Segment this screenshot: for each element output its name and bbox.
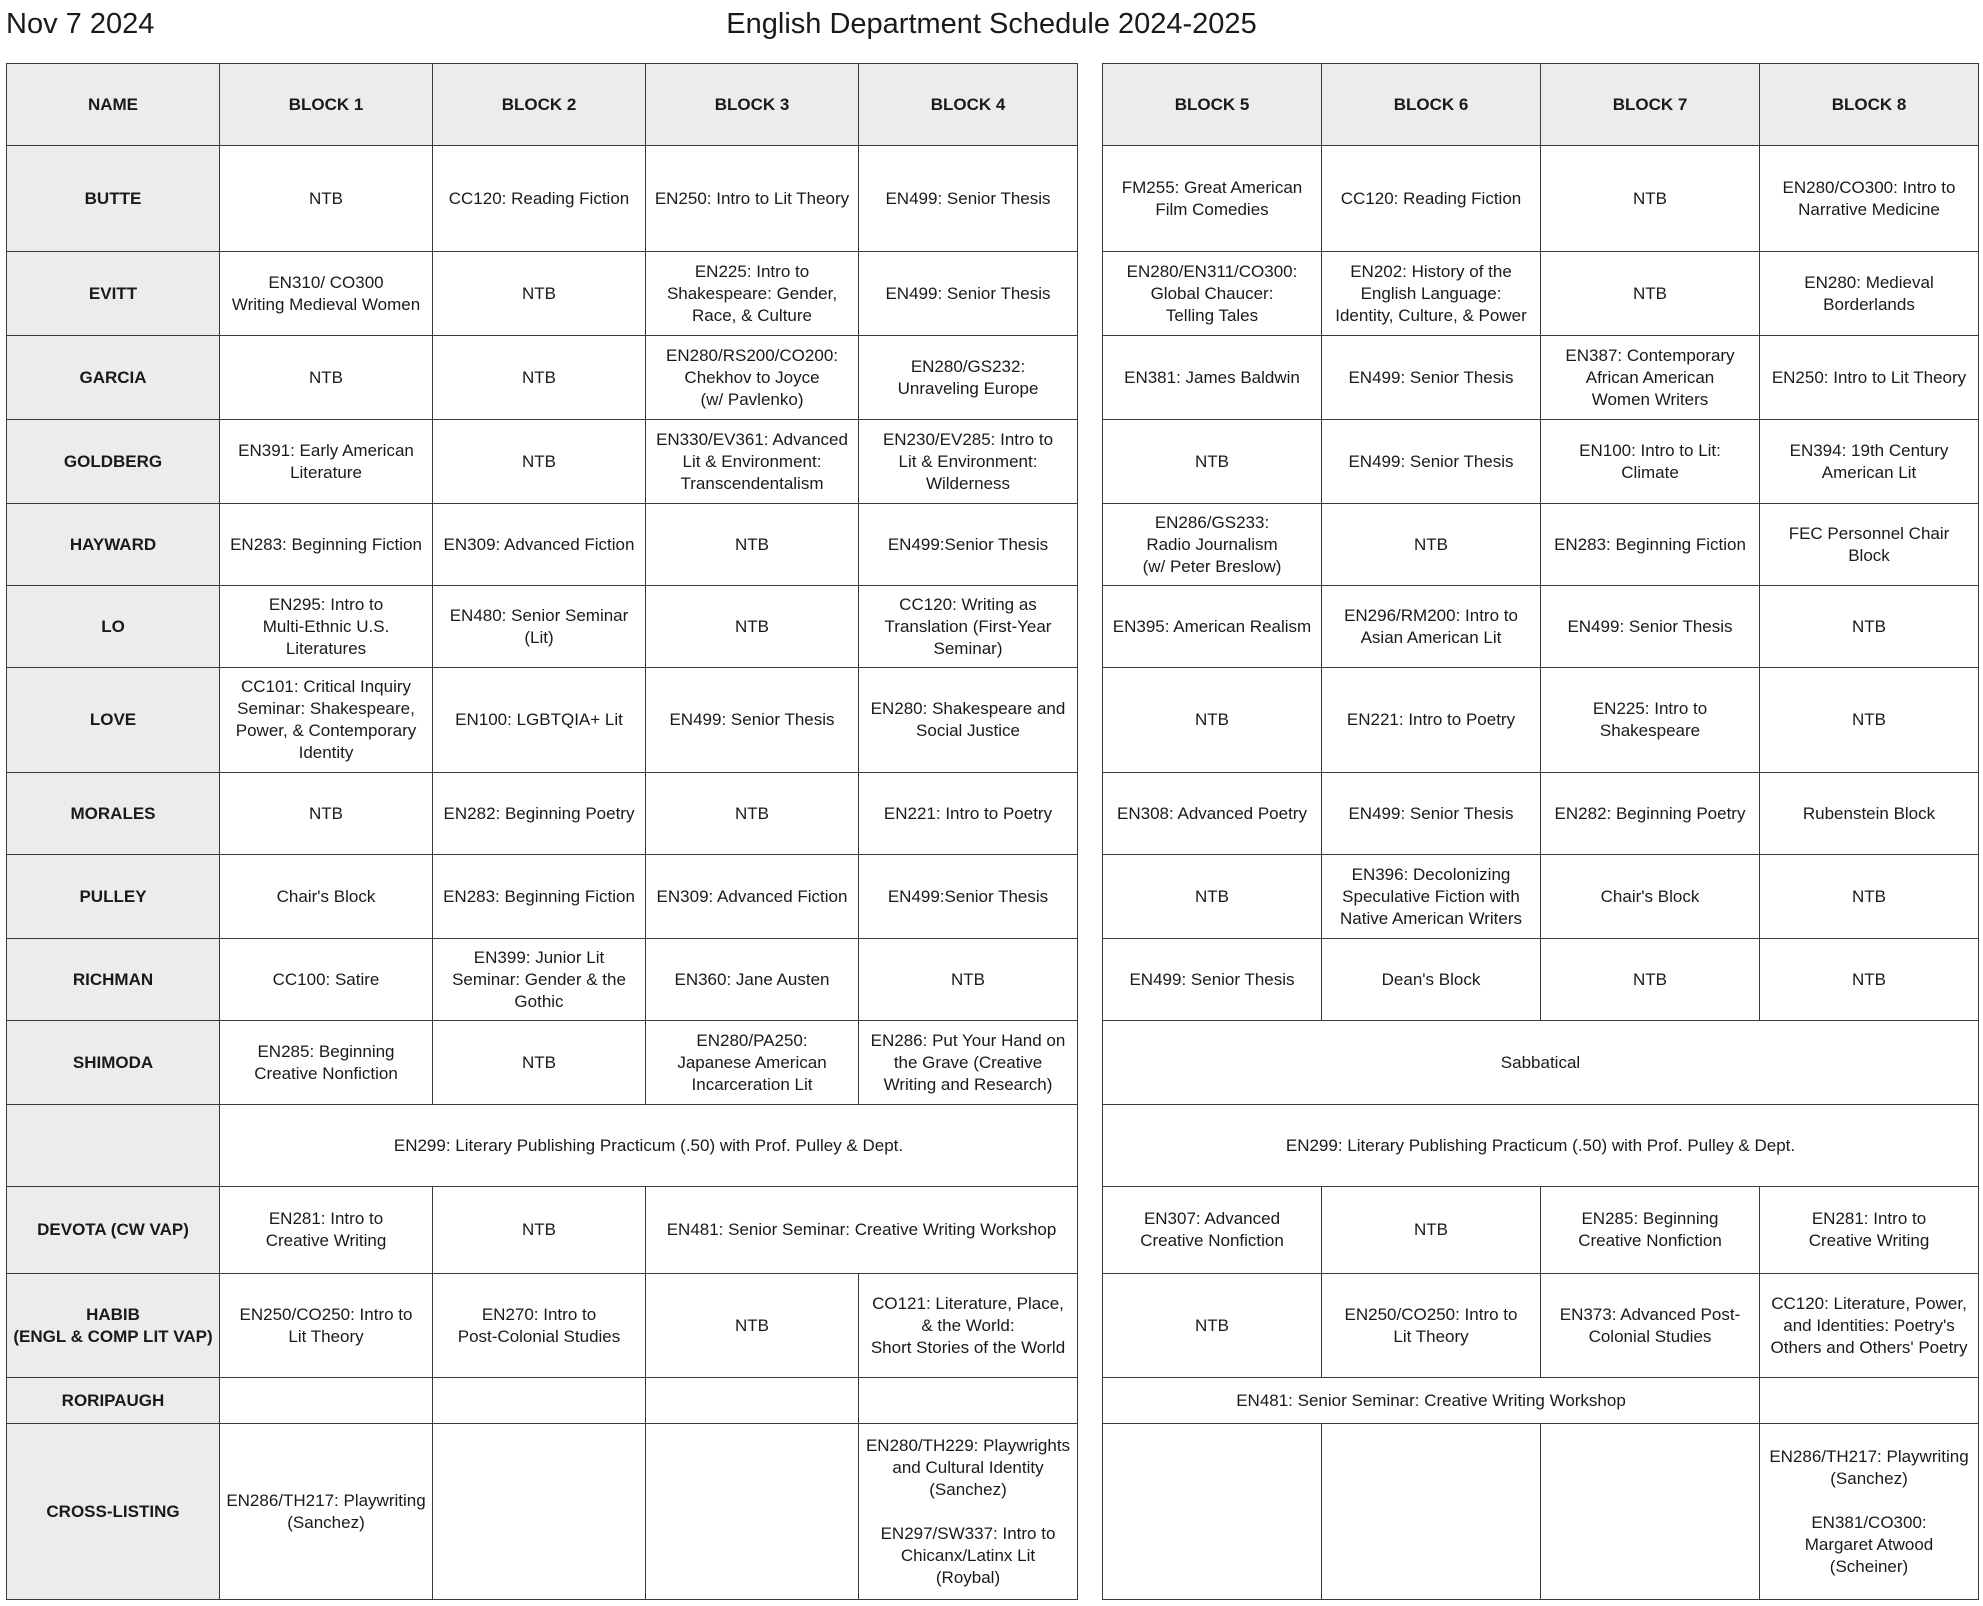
schedule-cell: FM255: Great American Film Comedies — [1103, 146, 1322, 252]
schedule-cell: EN283: Beginning Fiction — [433, 855, 646, 939]
table-row — [7, 586, 1979, 668]
column-header: BLOCK 3 — [646, 64, 859, 146]
block-separator — [1078, 668, 1103, 773]
schedule-cell: EN283: Beginning Fiction — [1541, 504, 1760, 586]
schedule-cell: NTB — [646, 586, 859, 668]
schedule-cell: EN280/GS232: Unraveling Europe — [859, 336, 1078, 420]
schedule-cell: NTB — [1541, 252, 1760, 336]
schedule-cell: NTB — [1103, 855, 1322, 939]
instructor-name: HABIB (ENGL & COMP LIT VAP) — [7, 1274, 220, 1378]
schedule-cell: EN286: Put Your Hand on the Grave (Creative Writing and Research) — [859, 1021, 1078, 1105]
schedule-cell: Chair's Block — [1541, 855, 1760, 939]
block-separator — [1078, 420, 1103, 504]
schedule-cell: NTB — [646, 504, 859, 586]
block-separator — [1078, 252, 1103, 336]
schedule-cell: EN283: Beginning Fiction — [220, 504, 433, 586]
block-separator — [1078, 64, 1103, 146]
schedule-cell: CC120: Writing as Translation (First-Year Seminar) — [859, 586, 1078, 668]
schedule-cell: EN100: LGBTQIA+ Lit — [433, 668, 646, 773]
block-separator — [1078, 773, 1103, 855]
schedule-cell — [433, 1378, 646, 1424]
schedule-cell: EN100: Intro to Lit: Climate — [1541, 420, 1760, 504]
column-header: BLOCK 8 — [1760, 64, 1979, 146]
schedule-cell — [1103, 1424, 1322, 1600]
schedule-cell: EN481: Senior Seminar: Creative Writing Workshop — [646, 1187, 1078, 1274]
schedule-cell — [646, 1424, 859, 1600]
block-separator — [1078, 1424, 1103, 1600]
schedule-cell: EN499: Senior Thesis — [859, 252, 1078, 336]
instructor-name: RICHMAN — [7, 939, 220, 1021]
schedule-cell: EN280/EN311/CO300: Global Chaucer: Telling Tales — [1103, 252, 1322, 336]
schedule-cell: NTB — [646, 773, 859, 855]
table-row — [7, 1187, 1979, 1274]
schedule-cell: CO121: Literature, Place, & the World: Short Stories of the World — [859, 1274, 1078, 1378]
schedule-cell: EN280: Medieval Borderlands — [1760, 252, 1979, 336]
table-row — [7, 252, 1979, 336]
schedule-cell: EN225: Intro to Shakespeare: Gender, Race, & Culture — [646, 252, 859, 336]
block-separator — [1078, 586, 1103, 668]
block-separator — [1078, 939, 1103, 1021]
schedule-cell: EN499: Senior Thesis — [1103, 939, 1322, 1021]
instructor-name: MORALES — [7, 773, 220, 855]
schedule-cell: EN499:Senior Thesis — [859, 504, 1078, 586]
schedule-cell: EN280: Shakespeare and Social Justice — [859, 668, 1078, 773]
column-header: BLOCK 5 — [1103, 64, 1322, 146]
schedule-table — [6, 63, 1979, 1600]
column-header: BLOCK 1 — [220, 64, 433, 146]
table-row — [7, 668, 1979, 773]
column-header: BLOCK 7 — [1541, 64, 1760, 146]
schedule-cell: NTB — [1760, 855, 1979, 939]
schedule-cell: EN285: Beginning Creative Nonfiction — [220, 1021, 433, 1105]
schedule-cell: EN250: Intro to Lit Theory — [646, 146, 859, 252]
page-title: English Department Schedule 2024-2025 — [726, 8, 1257, 40]
schedule-cell: EN230/EV285: Intro to Lit & Environment: Wilderness — [859, 420, 1078, 504]
instructor-name: LO — [7, 586, 220, 668]
schedule-cell — [1322, 1424, 1541, 1600]
schedule-cell: EN499: Senior Thesis — [1322, 773, 1541, 855]
schedule-cell: EN250: Intro to Lit Theory — [1760, 336, 1979, 420]
block-separator — [1078, 1187, 1103, 1274]
schedule-cell: EN395: American Realism — [1103, 586, 1322, 668]
schedule-cell: NTB — [433, 1187, 646, 1274]
column-header: BLOCK 6 — [1322, 64, 1541, 146]
schedule-cell: NTB — [1760, 668, 1979, 773]
schedule-cell: EN481: Senior Seminar: Creative Writing Workshop — [1103, 1378, 1760, 1424]
schedule-cell: EN499: Senior Thesis — [646, 668, 859, 773]
schedule-cell: EN250/CO250: Intro to Lit Theory — [1322, 1274, 1541, 1378]
schedule-cell: Chair's Block — [220, 855, 433, 939]
schedule-cell: EN387: Contemporary African American Women Writers — [1541, 336, 1760, 420]
schedule-cell: EN307: Advanced Creative Nonfiction — [1103, 1187, 1322, 1274]
schedule-cell — [433, 1424, 646, 1600]
schedule-cell: EN309: Advanced Fiction — [646, 855, 859, 939]
schedule-cell: EN285: Beginning Creative Nonfiction — [1541, 1187, 1760, 1274]
schedule-cell: EN499: Senior Thesis — [1541, 586, 1760, 668]
column-header: BLOCK 2 — [433, 64, 646, 146]
schedule-cell: FEC Personnel Chair Block — [1760, 504, 1979, 586]
schedule-cell — [220, 1378, 433, 1424]
instructor-name: PULLEY — [7, 855, 220, 939]
schedule-cell — [646, 1378, 859, 1424]
instructor-name: SHIMODA — [7, 1021, 220, 1105]
schedule-cell: NTB — [220, 336, 433, 420]
block-separator — [1078, 146, 1103, 252]
schedule-cell: NTB — [1541, 146, 1760, 252]
table-row — [7, 939, 1979, 1021]
schedule-cell: NTB — [433, 1021, 646, 1105]
column-header: NAME — [7, 64, 220, 146]
table-row — [7, 855, 1979, 939]
schedule-cell: Sabbatical — [1103, 1021, 1979, 1105]
schedule-cell: NTB — [1322, 1187, 1541, 1274]
table-row — [7, 1274, 1979, 1378]
schedule-cell: NTB — [1103, 668, 1322, 773]
schedule-cell: NTB — [433, 420, 646, 504]
schedule-cell: EN480: Senior Seminar (Lit) — [433, 586, 646, 668]
schedule-cell: EN221: Intro to Poetry — [1322, 668, 1541, 773]
instructor-name: HAYWARD — [7, 504, 220, 586]
schedule-cell: EN250/CO250: Intro to Lit Theory — [220, 1274, 433, 1378]
schedule-cell: CC120: Reading Fiction — [1322, 146, 1541, 252]
schedule-cell: EN299: Literary Publishing Practicum (.50) with Prof. Pulley & Dept. — [220, 1105, 1078, 1187]
table-row — [7, 146, 1979, 252]
schedule-cell: EN394: 19th Century American Lit — [1760, 420, 1979, 504]
schedule-cell: EN299: Literary Publishing Practicum (.50) with Prof. Pulley & Dept. — [1103, 1105, 1979, 1187]
instructor-name: CROSS-LISTING — [7, 1424, 220, 1600]
instructor-name: BUTTE — [7, 146, 220, 252]
schedule-cell: EN399: Junior Lit Seminar: Gender & the Gothic — [433, 939, 646, 1021]
schedule-cell: EN360: Jane Austen — [646, 939, 859, 1021]
schedule-cell: EN221: Intro to Poetry — [859, 773, 1078, 855]
schedule-cell: EN282: Beginning Poetry — [433, 773, 646, 855]
block-separator — [1078, 1378, 1103, 1424]
block-separator — [1078, 1105, 1103, 1187]
schedule-cell: EN280/TH229: Playwrights and Cultural Identity (Sanchez) EN297/SW337: Intro to Chicanx/Latinx Lit (Roybal) — [859, 1424, 1078, 1600]
schedule-cell: CC120: Literature, Power, and Identities: Poetry's Others and Others' Poetry — [1760, 1274, 1979, 1378]
schedule-cell: NTB — [1760, 586, 1979, 668]
table-row — [7, 1105, 1979, 1187]
schedule-cell: EN499:Senior Thesis — [859, 855, 1078, 939]
schedule-cell: EN330/EV361: Advanced Lit & Environment: Transcendentalism — [646, 420, 859, 504]
schedule-cell: CC120: Reading Fiction — [433, 146, 646, 252]
schedule-cell: EN280/RS200/CO200: Chekhov to Joyce (w/ Pavlenko) — [646, 336, 859, 420]
header-row — [7, 64, 1979, 146]
schedule-cell: EN381: James Baldwin — [1103, 336, 1322, 420]
schedule-cell: EN310/ CO300 Writing Medieval Women — [220, 252, 433, 336]
table-row — [7, 1021, 1979, 1105]
schedule-cell: EN281: Intro to Creative Writing — [220, 1187, 433, 1274]
block-separator — [1078, 1274, 1103, 1378]
schedule-cell: EN396: Decolonizing Speculative Fiction with Native American Writers — [1322, 855, 1541, 939]
schedule-cell: EN286/TH217: Playwriting (Sanchez) EN381/CO300: Margaret Atwood (Scheiner) — [1760, 1424, 1979, 1600]
block-separator — [1078, 855, 1103, 939]
schedule-cell: EN281: Intro to Creative Writing — [1760, 1187, 1979, 1274]
table-row — [7, 336, 1979, 420]
schedule-cell — [1541, 1424, 1760, 1600]
schedule-cell: EN286/GS233: Radio Journalism (w/ Peter Breslow) — [1103, 504, 1322, 586]
schedule-cell: NTB — [1541, 939, 1760, 1021]
schedule-cell: EN270: Intro to Post-Colonial Studies — [433, 1274, 646, 1378]
table-row — [7, 420, 1979, 504]
table-row — [7, 1378, 1979, 1424]
schedule-cell: NTB — [646, 1274, 859, 1378]
block-separator — [1078, 1021, 1103, 1105]
schedule-cell: NTB — [433, 252, 646, 336]
schedule-cell: EN309: Advanced Fiction — [433, 504, 646, 586]
table-row — [7, 1424, 1979, 1600]
schedule-cell: NTB — [1760, 939, 1979, 1021]
schedule-cell: EN282: Beginning Poetry — [1541, 773, 1760, 855]
schedule-cell: Rubenstein Block — [1760, 773, 1979, 855]
schedule-cell: EN499: Senior Thesis — [1322, 420, 1541, 504]
schedule-cell: NTB — [859, 939, 1078, 1021]
instructor-name — [7, 1105, 220, 1187]
instructor-name: GARCIA — [7, 336, 220, 420]
schedule-cell: EN373: Advanced Post- Colonial Studies — [1541, 1274, 1760, 1378]
schedule-cell: Dean's Block — [1322, 939, 1541, 1021]
schedule-cell: NTB — [433, 336, 646, 420]
schedule-cell: EN225: Intro to Shakespeare — [1541, 668, 1760, 773]
schedule-cell — [1760, 1378, 1979, 1424]
schedule-cell: CC100: Satire — [220, 939, 433, 1021]
instructor-name: DEVOTA (CW VAP) — [7, 1187, 220, 1274]
schedule-cell: EN280/PA250: Japanese American Incarceration Lit — [646, 1021, 859, 1105]
instructor-name: LOVE — [7, 668, 220, 773]
instructor-name: RORIPAUGH — [7, 1378, 220, 1424]
table-row — [7, 773, 1979, 855]
schedule-cell: NTB — [220, 146, 433, 252]
schedule-cell: NTB — [1103, 420, 1322, 504]
schedule-cell: EN280/CO300: Intro to Narrative Medicine — [1760, 146, 1979, 252]
schedule-cell: EN391: Early American Literature — [220, 420, 433, 504]
schedule-cell: EN295: Intro to Multi-Ethnic U.S. Literatures — [220, 586, 433, 668]
date-label: Nov 7 2024 — [6, 8, 155, 40]
schedule-cell: NTB — [1322, 504, 1541, 586]
schedule-cell: EN296/RM200: Intro to Asian American Lit — [1322, 586, 1541, 668]
block-separator — [1078, 336, 1103, 420]
schedule-cell: NTB — [1103, 1274, 1322, 1378]
schedule-cell: EN308: Advanced Poetry — [1103, 773, 1322, 855]
schedule-cell: EN499: Senior Thesis — [1322, 336, 1541, 420]
instructor-name: GOLDBERG — [7, 420, 220, 504]
schedule-cell: CC101: Critical Inquiry Seminar: Shakespeare, Power, & Contemporary Identity — [220, 668, 433, 773]
schedule-cell: EN202: History of the English Language: Identity, Culture, & Power — [1322, 252, 1541, 336]
schedule-cell: EN286/TH217: Playwriting (Sanchez) — [220, 1424, 433, 1600]
block-separator — [1078, 504, 1103, 586]
schedule-cell: EN499: Senior Thesis — [859, 146, 1078, 252]
schedule-cell: NTB — [220, 773, 433, 855]
table-row — [7, 504, 1979, 586]
instructor-name: EVITT — [7, 252, 220, 336]
column-header: BLOCK 4 — [859, 64, 1078, 146]
schedule-cell — [859, 1378, 1078, 1424]
